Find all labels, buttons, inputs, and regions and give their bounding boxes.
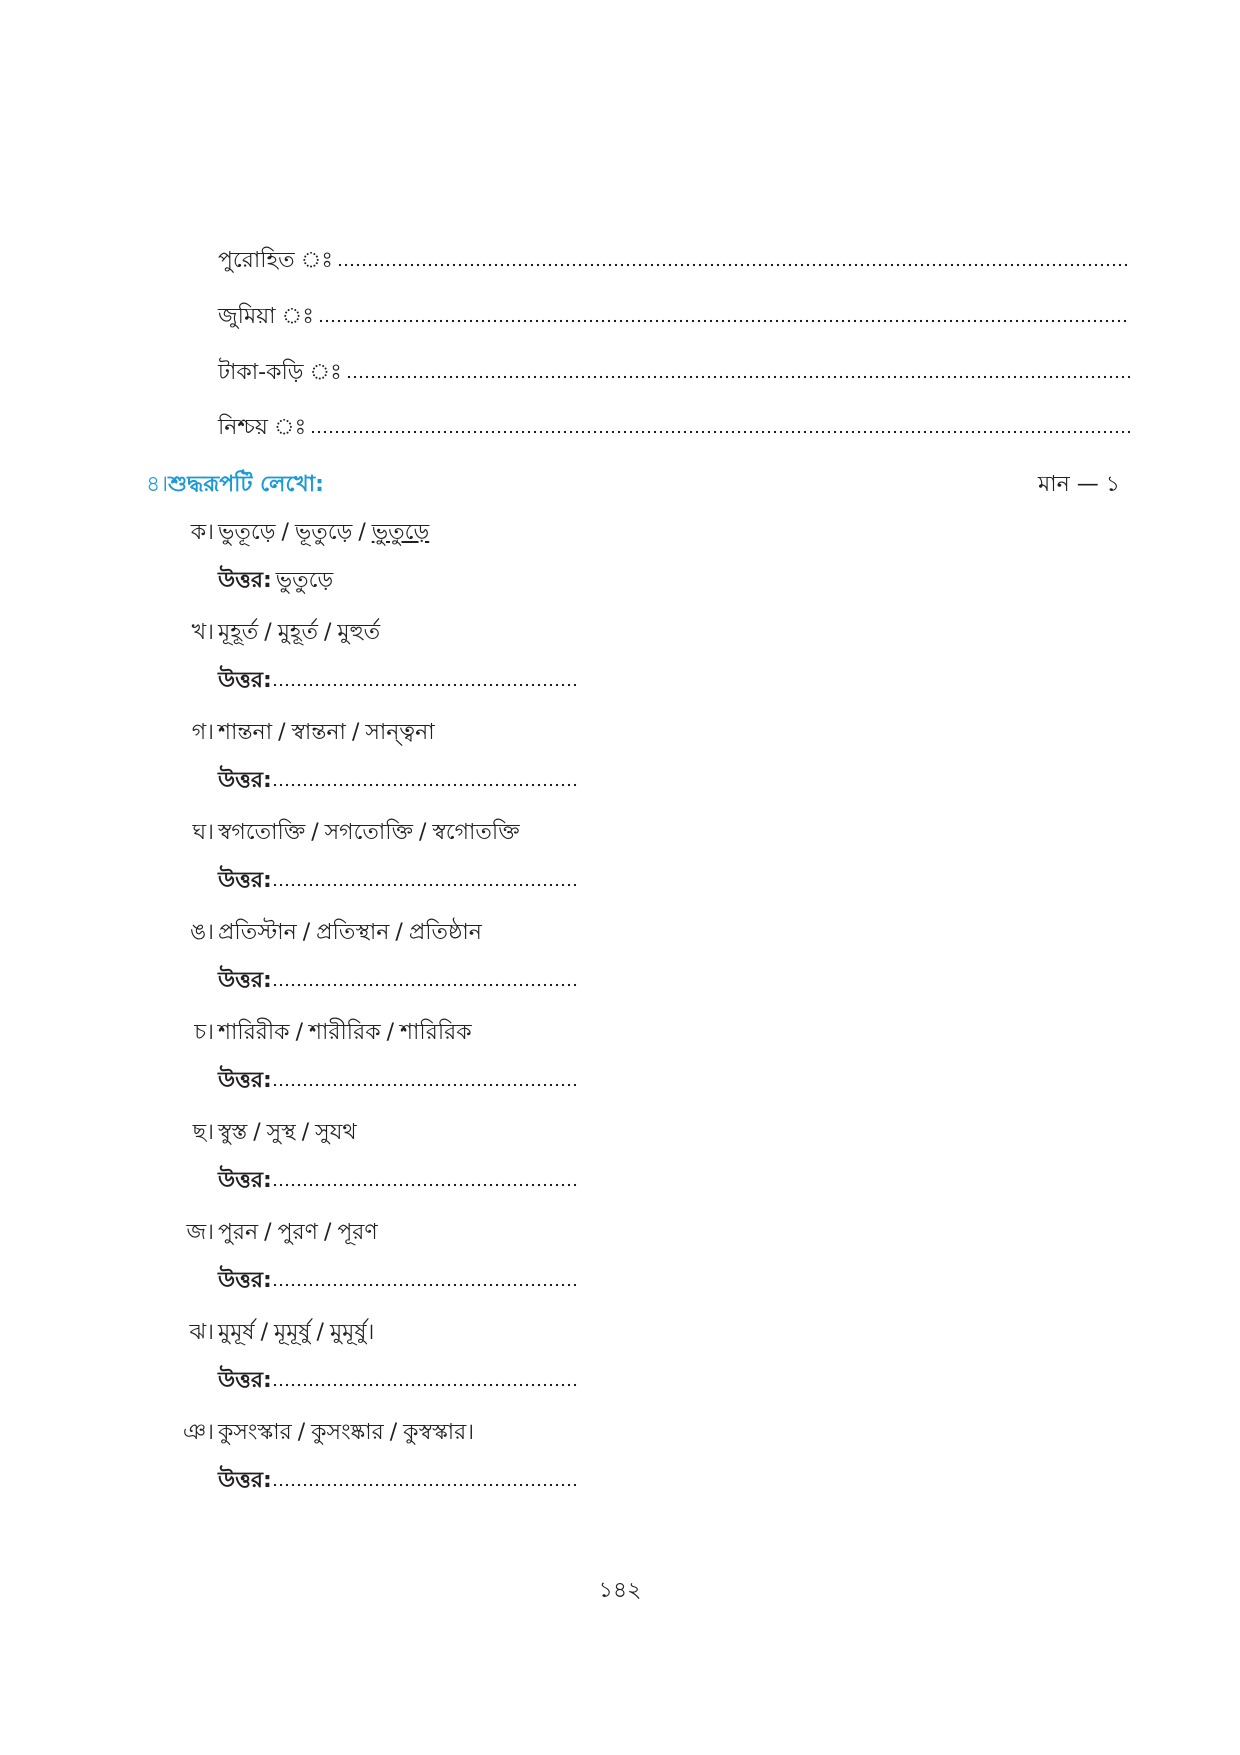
question-row [150, 1218, 378, 1248]
section-number: ৪। [146, 472, 169, 497]
spelling-option: কুস্বস্কার [403, 1420, 467, 1445]
spelling-option: পূরণ [337, 1220, 378, 1245]
dotted-answer-line[interactable] [272, 882, 578, 888]
dotted-answer-line[interactable] [272, 1382, 578, 1388]
question-row [150, 1018, 472, 1048]
spelling-option: সগতোক্তি [324, 820, 413, 845]
question-row [150, 618, 380, 648]
question-label: গ। [191, 720, 214, 745]
question-row [150, 1118, 357, 1148]
dotted-answer-line[interactable] [272, 1482, 578, 1488]
question-label: ঙ। [189, 920, 214, 945]
answer-label: উত্তর: [218, 568, 272, 593]
spelling-option: সুযথ [315, 1120, 357, 1145]
section-title: শুদ্ধরূপটি লেখো: [168, 472, 324, 497]
fill-in-row-nishchoy [218, 413, 1130, 443]
spelling-option: মূমূর্ষু [273, 1320, 311, 1345]
dotted-answer-line[interactable] [272, 982, 578, 988]
section-heading [146, 468, 1130, 502]
question-row [150, 1318, 374, 1348]
question-end-mark: । [466, 1420, 475, 1445]
option-separator: / [395, 920, 403, 945]
option-separator: / [323, 1220, 332, 1245]
fill-in-row-purohit [218, 246, 1130, 276]
dotted-answer-line[interactable] [272, 782, 578, 788]
option-separator: / [260, 1320, 268, 1345]
option-separator: / [253, 1120, 261, 1145]
question-label: ছ। [192, 1120, 214, 1145]
question-row [150, 818, 520, 848]
answer-row [218, 1366, 578, 1396]
answer-label: উত্তর: [218, 1368, 272, 1393]
answer-row [218, 566, 578, 596]
spelling-option: কুসংস্কার [218, 1420, 292, 1445]
answer-value: ভুতুড়ে [275, 568, 334, 593]
spelling-option: পুরণ [277, 1220, 318, 1245]
spelling-option: সুস্থ [266, 1120, 296, 1145]
option-separator: / [297, 1420, 306, 1445]
fill-in-term: নিশ্চয় ঃ [218, 415, 307, 440]
spelling-option: প্রতিস্থান [316, 920, 390, 945]
fill-in-term: জুমিয়া ঃ [218, 304, 314, 329]
answer-row [218, 666, 578, 696]
spelling-option: ভুতুড়ে [371, 520, 430, 545]
answer-label: উত্তর: [218, 968, 272, 993]
spelling-option: স্বগতোক্তি [218, 820, 306, 845]
dotted-answer-line[interactable] [272, 1182, 578, 1188]
option-separator: / [295, 1020, 304, 1045]
question-row [150, 718, 435, 748]
dotted-answer-line[interactable] [272, 1082, 578, 1088]
option-separator: / [301, 1120, 310, 1145]
option-separator: / [418, 820, 427, 845]
spelling-option: মুহুর্ত [337, 620, 381, 645]
option-separator: / [278, 720, 286, 745]
spelling-option: পুরন [218, 1220, 259, 1245]
spelling-option: শারীরিক [309, 1020, 381, 1045]
spelling-option: মুমূর্ষ [218, 1320, 255, 1345]
question-row [150, 518, 429, 548]
question-label: ঘ। [192, 820, 214, 845]
spelling-option: শারিরীক [218, 1020, 290, 1045]
spelling-option: মুমূর্ষু [329, 1320, 367, 1345]
option-separator: / [358, 520, 366, 545]
answer-label: উত্তর: [218, 1468, 272, 1493]
option-separator: / [323, 620, 332, 645]
dotted-answer-line[interactable] [272, 1282, 578, 1288]
spelling-option: স্বুস্ত [218, 1120, 248, 1145]
spelling-option: শারিরিক [400, 1020, 472, 1045]
answer-row [218, 1166, 578, 1196]
option-separator: / [386, 1020, 395, 1045]
spelling-option: স্বগোতক্তি [432, 820, 520, 845]
dotted-answer-line[interactable] [337, 262, 1130, 268]
spelling-option: প্রতিষ্ঠান [408, 920, 482, 945]
question-row [150, 918, 482, 948]
section-marks: মান — ১ [1038, 472, 1120, 497]
answer-row [218, 766, 578, 796]
question-label: ক। [190, 520, 214, 545]
question-end-mark: । [366, 1320, 375, 1345]
option-separator: / [351, 720, 360, 745]
dotted-answer-line[interactable] [318, 318, 1130, 324]
spelling-option: মুহূর্ত [277, 620, 318, 645]
spelling-option: ভূতুড়ে [294, 520, 353, 545]
answer-label: উত্তর: [218, 1268, 272, 1293]
option-separator: / [316, 1320, 324, 1345]
option-separator: / [264, 620, 272, 645]
spelling-option: সান্ত্বনা [365, 720, 435, 745]
answer-label: উত্তর: [218, 768, 272, 793]
dotted-answer-line[interactable] [272, 682, 578, 688]
answer-label: উত্তর: [218, 868, 272, 893]
question-row [150, 1418, 474, 1448]
spelling-option: কুসংষ্কার [311, 1420, 384, 1445]
spelling-option: মূহূর্ত [218, 620, 259, 645]
page-number: ১৪২ [598, 1578, 642, 1603]
question-label: ঞ। [182, 1420, 214, 1445]
option-separator: / [389, 1420, 398, 1445]
fill-in-row-taka-kori [218, 358, 1130, 388]
answer-label: উত্তর: [218, 1168, 272, 1193]
spelling-option: স্বান্তনা [291, 720, 346, 745]
option-separator: / [311, 820, 319, 845]
answer-row [218, 966, 578, 996]
option-separator: / [302, 920, 311, 945]
spelling-option: ভুতূড়ে [218, 520, 276, 545]
dotted-answer-line[interactable] [310, 429, 1130, 435]
fill-in-row-jumiya [218, 302, 1130, 332]
question-label: জ। [186, 1220, 214, 1245]
answer-row [218, 1466, 578, 1496]
answer-row [218, 1266, 578, 1296]
fill-in-term: টাকা-কড়ি ঃ [218, 360, 342, 385]
question-label: খ। [191, 620, 214, 645]
answer-row [218, 1066, 578, 1096]
option-separator: / [281, 520, 289, 545]
fill-in-term: পুরোহিত ঃ [218, 248, 334, 273]
spelling-option: শান্তনা [218, 720, 273, 745]
question-label: চ। [194, 1020, 214, 1045]
dotted-answer-line[interactable] [346, 374, 1130, 380]
question-label: ঝ। [189, 1320, 214, 1345]
option-separator: / [264, 1220, 272, 1245]
spelling-option: প্রতিস্টান [218, 920, 297, 945]
answer-row [218, 866, 578, 896]
answer-label: উত্তর: [218, 1068, 272, 1093]
answer-label: উত্তর: [218, 668, 272, 693]
